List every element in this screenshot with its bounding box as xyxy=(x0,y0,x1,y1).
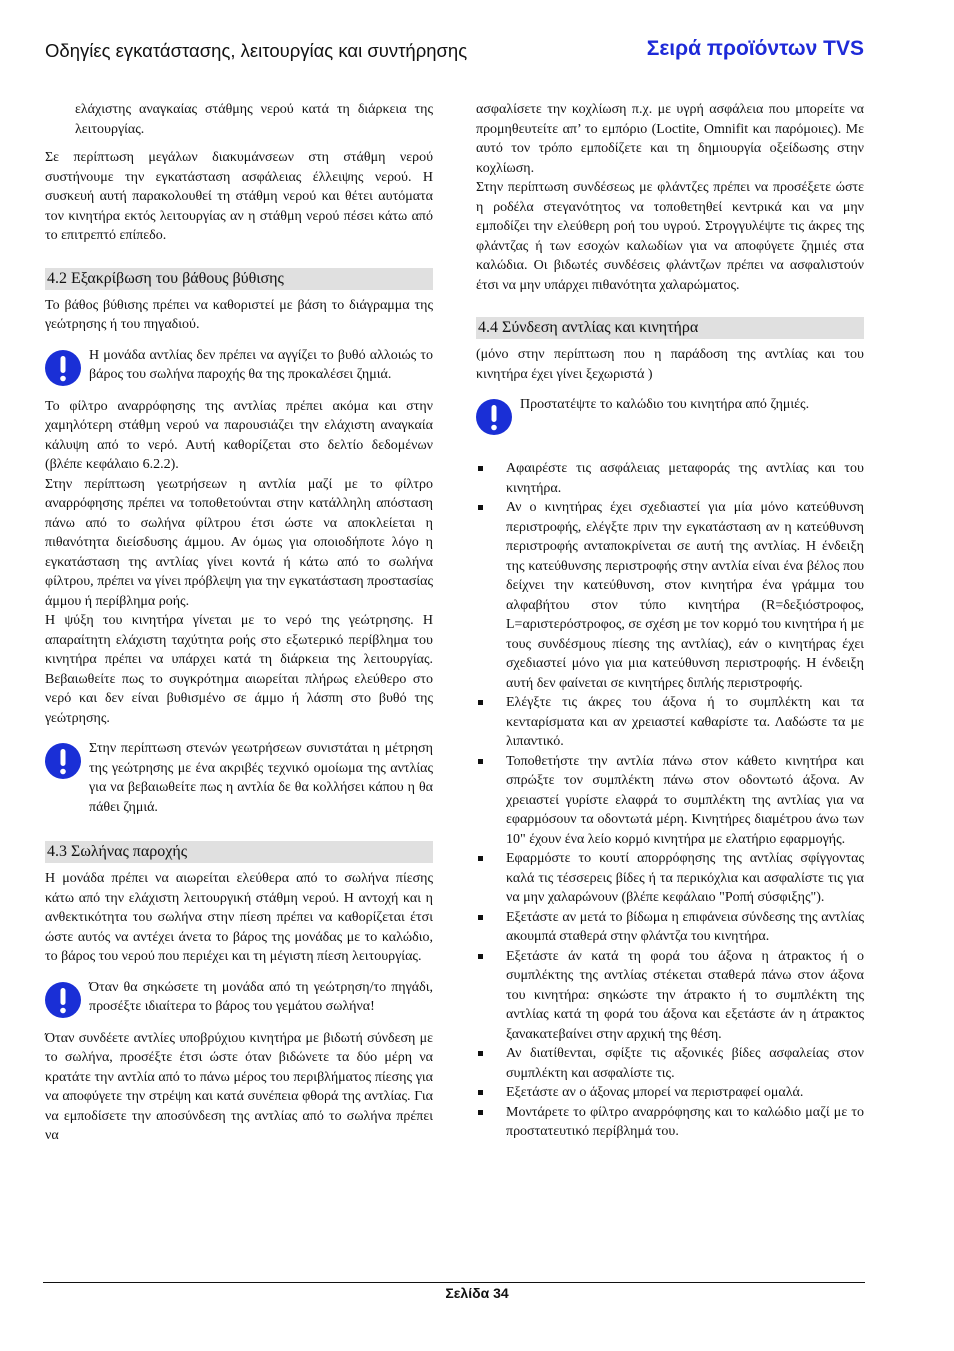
right-column xyxy=(476,100,864,1142)
warning-note-cable xyxy=(476,395,864,435)
paragraph-sand-protection: Στην περίπτωση γεωτρήσεων η αντλία μαζί με το φίλτρο αναρρόφησης πρέπει να τοποθετούνται στην κατάλληλη απόσταση πάνω από το σωλήνα φίλτρου έτσι ώστε να αποκλείεται η πιθανότητα διείσδυσης άμμου. Αν όμως για οποιοδήποτε λόγο η εγκατάσταση της αντλίας γίνει κοντά ή κάτω από το σωλήνα φίλτρου, πρέπει να γίνει πρόβλεψη για την εγκατάσταση προστασίας άμμου ή περίβλημα ροής. xyxy=(45,476,433,609)
list-item: Αν διατίθενται, σφίξτε τις αξονικές βίδες ασφαλείας στον συμπλέκτη και ασφαλίστε τις. xyxy=(476,1044,864,1083)
product-series-title: Σειρά προϊόντων TVS xyxy=(646,37,864,60)
paragraph-motor-cooling: Η ψύξη του κινητήρα γίνεται με το νερό της γεώτρησης. Η απαραίτητη ελάχιστη ταχύτητα ροής στο εξωτερικό περίβλημα του κινητήρα πρέπει να υπάρχει κατά τη διάρκεια της λειτουργίας. Βεβαιωθείτε πως το συγκρότημα αιωρείται πλήρως ελεύθερο στο νερό και δεν είναι βυθισμένο σε άμμο ή λάσπη στο βυθό της γεώτρησης. xyxy=(45,613,433,726)
warning-text: Η μονάδα αντλίας δεν πρέπει να αγγίζει το βυθό αλλοιώς το βάρος του σωλήνα παροχής θα της προκαλέσει ζημιά. xyxy=(89,347,433,382)
exclamation-icon xyxy=(45,350,81,386)
left-column xyxy=(45,100,433,1146)
page-number: Σελίδα 34 xyxy=(445,1285,509,1301)
paragraph-flange-connection: Στην περίπτωση συνδέσεως με φλάντζες πρέπει να προσέξετε ώστε η ροδέλα στεγανότητος να τοποθετηθεί κεντρικά και να μην εμποδίζει την ελεύθερη ροή του υγρού. Στρογγυλέψτε τις άκρες της φλάντζας ή των εσοχών καλωδίων για να αποφύγετε ζημιές στα καλώδια. Οι βιδωτές συνδέσεις φλάντζων πρέπει να ασφαλιστούν έτσι να μην υπάρχει πιθανότητα χαλαρώματος. xyxy=(476,180,864,293)
exclamation-icon xyxy=(45,982,81,1018)
list-item: Εξετάστε άν κατά τη φορά του άξονα η άτρακτος ή ο συμπλέκτης της αντλίας στέκεται σταθερά πάνω στον άξονα του κινητήρα: σηκώστε την άτρακτο ή το συμπλέκτη της αντλίας κατά τη φορά του άξονα και εξετάστε άν η άτρακτος ξανακατεβαίνει στην αρχική της θέση. xyxy=(476,947,864,1045)
paragraph-separate-delivery: (μόνο στην περίπτωση που η παράδοση της αντλίας και του κινητήρα έχει γίνει ξεχωριστά ) xyxy=(476,347,864,382)
warning-text: Προστατέψτε το καλώδιο του κινητήρα από ζημιές. xyxy=(520,397,810,412)
exclamation-icon xyxy=(45,743,81,779)
document-title: Οδηγίες εγκατάστασης, λειτουργίας και συντήρησης xyxy=(45,40,468,61)
list-item: Αφαιρέστε τις ασφάλειας μεταφοράς της αντλίας και του κινητήρα. xyxy=(476,459,864,498)
section-heading-4-4: 4.4 Σύνδεση αντλίας και κινητήρα xyxy=(476,317,864,339)
footer-divider xyxy=(43,1282,865,1283)
warning-text: Στην περίπτωση στενών γεωτρήσεων συνιστάται η μέτρηση της γεώτρησης με ένα ακριβές τεχνικό ομοίωμα της αντλίας για να βεβαιωθείτε πως η αντλία δε θα κολλήσει κάπου η θα πάθει ζημιά. xyxy=(89,741,433,815)
warning-text: Όταν θα σηκώσετε τη μονάδα από τη γεώτρηση/το πηγάδι, προσέξτε ιδιαίτερα το βάρος του γεμάτου σωλήνα! xyxy=(89,979,433,1014)
list-item: Μοντάρετε το φίλτρο αναρρόφησης και το καλώδιο μαζί με το προστατευτικό περίβλημά του. xyxy=(476,1103,864,1142)
list-item: Εξετάστε αν μετά το βίδωμα η επιφάνεια σύνδεσης της αντλίας ακουμπά σταθερά στην φλάντζα του κινητήρα. xyxy=(476,908,864,947)
paragraph-delivery-pipe: Η μονάδα πρέπει να αιωρείται ελεύθερα από το σωλήνα πίεσης κάτω από την ελάχιστη λειτουργική στάθμη νερού. Η αντοχή και η ανθεκτικότητα του σωλήνα στην πίεση πρέπει να καθορίζεται έτσι ώστε αυτός να αντέχει άνετα το βάρος της μονάδας με το καλώδιο, το βάρος του νερού που περιέχει και τη μέγιστη πίεση λειτουργίας. xyxy=(45,871,433,964)
paragraph-threaded-connection: Όταν συνδέετε αντλίες υποβρύχιου κινητήρα με βιδωτή σύνδεση με το σωλήνα, προσέξτε έτσι ώστε όταν βιδώνετε τα δύο μέρη να κρατάτε την αντλία από το πάνω μέρος του περιβλήματος πίεσης για να αποφύγετε την στρέψη και κατά συνέπεια φθορά της αντλίας. Για να εμποδίσετε την αποσύνδεση της αντλίας από το σωλήνα πρέπει να xyxy=(45,1030,433,1143)
list-item: Τοποθετήστε την αντλία πάνω στον κάθετο κινητήρα και σπρώξτε τον συμπλέκτη πάνω στον οδοντωτό άξονα. Αν χρειαστεί γυρίστε ελαφρά το συμπλέκτη της αντλίας για να εφαρμόσουν τα οδοντωτά μέρη. Κινητήρες διαμέτρου άνω των 10" έχουν ένα λείο κορμό κινητήρα με ελατήριο εφαρμογής. xyxy=(476,752,864,850)
exclamation-icon xyxy=(476,399,512,435)
list-item: Εξετάστε αν ο άξονας μπορεί να περιστραφεί ομαλά. xyxy=(476,1083,864,1103)
paragraph-suction-filter: Το φίλτρο αναρρόφησης της αντλίας πρέπει ακόμα και στην χαμηλότερη στάθμη νερού να παρουσιάζει την ελάχιστη αναγκαία κάλυψη από το νερό. Αυτή καθορίζεται στο δελτίο δεδομένων (βλέπε κεφάλαιο 6.2.2). xyxy=(45,398,433,472)
list-item: Εφαρμόστε το κουτί απορρόφησης της αντλίας σφίγγοντας καλά τις τέσσερεις βίδες ή τα περικόχλια και ασφαλίστε τις για να μην χαλαρώνουν (βλέπε κεφάλαιο "Ροπή σύσφιξης"). xyxy=(476,849,864,908)
paragraph-submersion-depth: Το βάθος βύθισης πρέπει να καθοριστεί με βάση το διάγραμμα της γεώτρησης ή του πηγαδιού. xyxy=(45,297,433,332)
paragraph-min-level: ελάχιστης αναγκαίας στάθμης νερού κατά τη διάρκεια της λειτουργίας. xyxy=(75,102,433,137)
warning-note-bottom xyxy=(45,346,433,386)
paragraph-water-fluctuation: Σε περίπτωση μεγάλων διακυμάνσεων στη στάθμη νερού συστήνουμε την εγκατάσταση ασφάλειας έλλειψης νερού. Η συσκευή αυτή παρακολουθεί τη στάθμη νερού και θέτει αυτόματα τον κινητήρα εκτός λειτουργίας αν η στάθμη νερού πέσει κάτω από το επιτρεπτό επίπεδο. xyxy=(45,150,433,243)
section-heading-4-3: 4.3 Σωλήνας παροχής xyxy=(45,841,433,863)
warning-note-pipe-weight xyxy=(45,978,433,1018)
section-heading-4-2: 4.2 Εξακρίβωση του βάθους βύθισης xyxy=(45,268,433,290)
list-item: Αν ο κινητήρας έχει σχεδιαστεί για μία μόνο κατεύθυνση περιστροφής, ελέγξτε πριν την εγκατάσταση αν η κατεύθυνση περιστροφής ανταποκρίνεται σε αυτή της αντλίας. Η ένδειξη της κατεύθυνσης περιστροφής στην αντλία είναι ένα βέλος που δείχνει την κατεύθυνση, στον κινητήρα ένα γράμμα του αλφαβήτου στον τύπο κινητήρα (R=δεξιόστροφος, L=αριστερόστροφος, σε σχέση με τον κορμό του κινητήρα ή με τους συνδέσμους πίεσης της αντλίας), εάν ο κινητήρας έχει σχεδιαστεί μόνο για μια κατεύθυνση περιστροφής. Η ένδειξη αυτή δεν φαίνεται σε κινητήρες διπλής περιστροφής. xyxy=(476,498,864,693)
warning-note-narrow-wells xyxy=(45,739,433,817)
assembly-steps-list xyxy=(476,459,864,1142)
list-item: Ελέγξτε τις άκρες του άξονα ή το συμπλέκτη και τα κενταρίσματα και αν χρειαστεί καθαρίστε τα. Λαδώστε τα με λιπαντικό. xyxy=(476,693,864,752)
paragraph-thread-locking: ασφαλίσετε την κοχλίωση π.χ. με υγρή ασφάλεια που μπορείτε να προμηθευτείτε απ’ το εμπόριο (Loctite, Omnifit και παρόμοιες). Με αυτό τον τρόπο εμποδίζετε και τη δημιουργία οξείδωσης στην κοχλίωση. xyxy=(476,102,864,176)
